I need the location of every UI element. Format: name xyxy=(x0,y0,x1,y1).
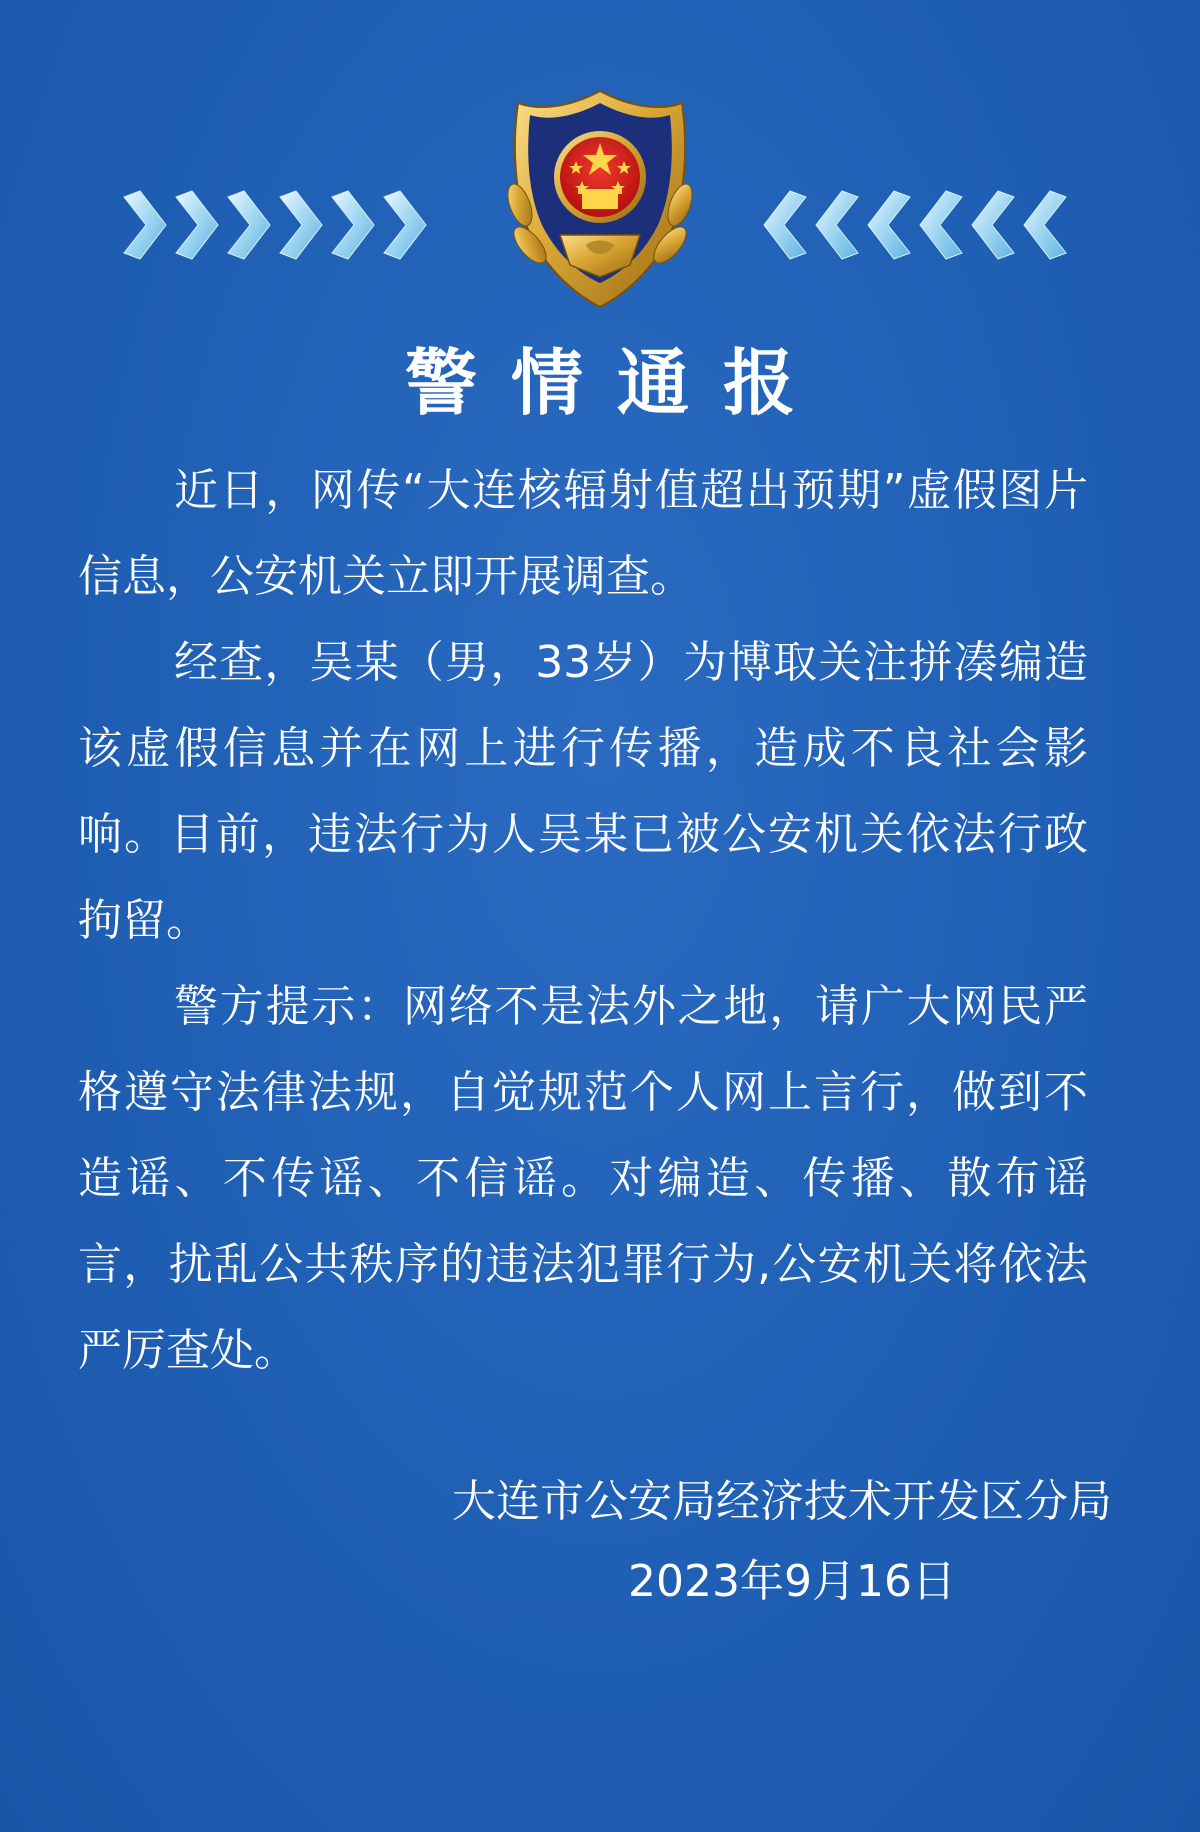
police-emblem-icon xyxy=(490,85,710,315)
chevron-right-icon xyxy=(228,191,270,259)
chevron-left-icon xyxy=(816,191,858,259)
issuing-authority: 大连市公安局经济技术开发区分局 xyxy=(452,1476,1112,1527)
issue-date: 2023年9月16日 xyxy=(628,1556,956,1607)
chevron-right-icon xyxy=(280,191,322,259)
chevron-left-icon xyxy=(868,191,910,259)
chevron-ornament-right xyxy=(758,185,1068,265)
paragraph-2: 经查，吴某（男，33岁）为博取关注拼凑编造该虚假信息并在网上进行传播，造成不良社会影响。目前，违法行为人吴某已被公安机关依法行政拘留。 xyxy=(78,637,1088,946)
paragraph-1: 近日，网传“大连核辐射值超出预期”虚假图片信息，公安机关立即开展调查。 xyxy=(78,465,1088,602)
chevron-right-icon xyxy=(176,191,218,259)
paragraph-3: 警方提示：网络不是法外之地，请广大网民严格遵守法律法规，自觉规范个人网上言行，做到不造谣、不传谣、不信谣。对编造、传播、散布谣言，扰乱公共秩序的违法犯罪行为,公安机关将依法严厉查处。 xyxy=(78,981,1088,1376)
chevron-right-icon xyxy=(332,191,374,259)
signature-block xyxy=(352,1462,1112,1622)
chevron-left-icon xyxy=(764,191,806,259)
chevron-right-icon xyxy=(124,191,166,259)
chevron-left-icon xyxy=(920,191,962,259)
chevron-left-icon xyxy=(972,191,1014,259)
notice-body xyxy=(78,448,1088,1394)
chevron-left-icon xyxy=(1024,191,1066,259)
chevron-right-icon xyxy=(384,191,426,259)
notice-title: 警情通报 xyxy=(404,341,829,425)
chevron-ornament-left xyxy=(122,185,432,265)
